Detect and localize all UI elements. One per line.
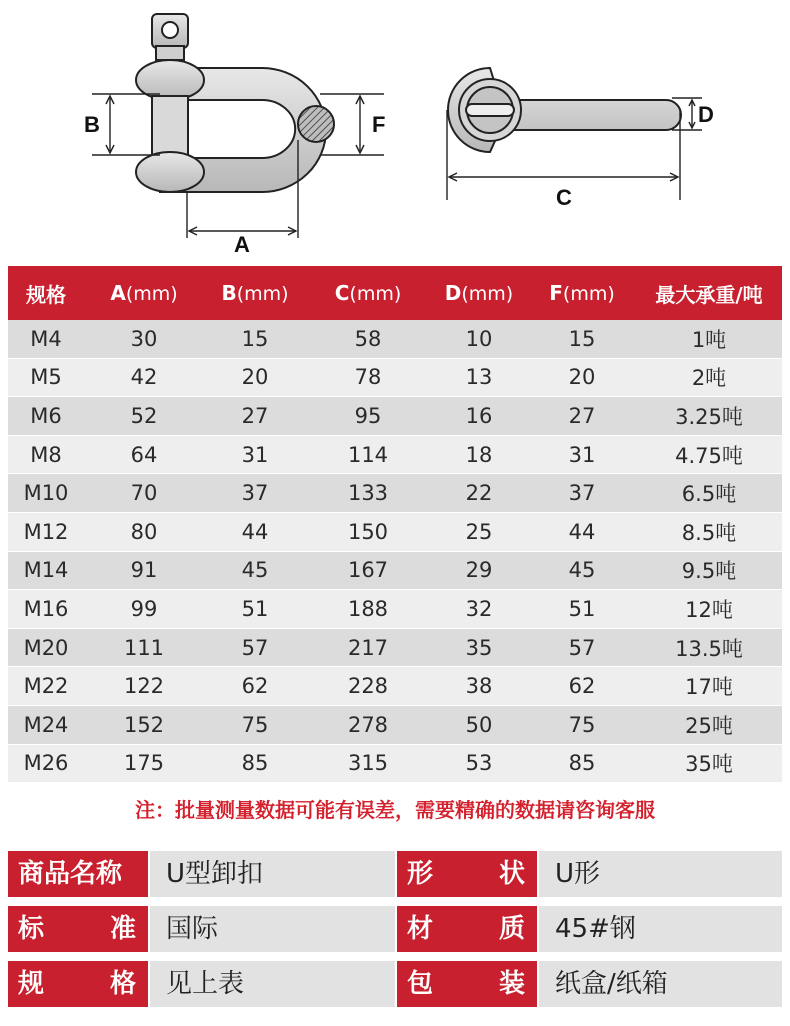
value-cell: 70 [84,474,204,513]
column-header: F(mm) [528,266,636,320]
spec-cell: M22 [8,667,84,706]
value-cell: 16 [430,397,528,436]
table-row [8,397,782,436]
spec-cell: M5 [8,358,84,397]
info-value: 见上表 [150,961,395,1007]
info-label-text: 格 [109,969,136,999]
info-label-text: 规 [18,969,45,999]
info-label [8,961,148,1007]
value-cell: 95 [306,397,430,436]
value-cell: 45 [204,551,306,590]
column-header: A(mm) [84,266,204,320]
table-row [8,358,782,397]
value-cell: 44 [204,512,306,551]
value-cell: 32 [430,590,528,629]
spec-cell: M12 [8,512,84,551]
value-cell: 167 [306,551,430,590]
value-cell: 62 [204,667,306,706]
value-cell: 2吨 [636,358,782,397]
info-value: 纸盒/纸箱 [539,961,782,1007]
info-label-text: 包 [407,969,434,999]
table-row [8,590,782,629]
value-cell: 31 [528,435,636,474]
spec-cell: M10 [8,474,84,513]
value-cell: 152 [84,705,204,744]
value-cell: 42 [84,358,204,397]
spec-cell: M26 [8,744,84,783]
value-cell: 27 [204,397,306,436]
info-label [8,906,148,952]
table-row [8,628,782,667]
value-cell: 27 [528,397,636,436]
info-label [8,851,148,897]
value-cell: 37 [528,474,636,513]
value-cell: 53 [430,744,528,783]
info-label-text: 形 [407,859,434,889]
value-cell: 217 [306,628,430,667]
column-header: 规格 [8,266,84,320]
value-cell: 31 [204,435,306,474]
value-cell: 13.5吨 [636,628,782,667]
spec-cell: M16 [8,590,84,629]
table-row [8,320,782,358]
table-row [8,705,782,744]
value-cell: 8.5吨 [636,512,782,551]
table-row [8,512,782,551]
value-cell: 111 [84,628,204,667]
info-row [8,851,782,897]
value-cell: 9.5吨 [636,551,782,590]
value-cell: 64 [84,435,204,474]
value-cell: 17吨 [636,667,782,706]
value-cell: 44 [528,512,636,551]
value-cell: 10 [430,320,528,358]
value-cell: 133 [306,474,430,513]
value-cell: 37 [204,474,306,513]
value-cell: 45 [528,551,636,590]
value-cell: 51 [528,590,636,629]
table-header-row [8,266,782,320]
value-cell: 50 [430,705,528,744]
value-cell: 30 [84,320,204,358]
table-row [8,551,782,590]
table-row [8,667,782,706]
info-label-text: 质 [498,914,525,944]
value-cell: 62 [528,667,636,706]
dimension-label-d: D [698,102,714,127]
value-cell: 75 [528,705,636,744]
info-label-text: 材 [407,914,434,944]
measurement-note: 注：批量测量数据可能有误差，需要精确的数据请咨询客服 [135,798,655,822]
value-cell: 175 [84,744,204,783]
value-cell: 75 [204,705,306,744]
value-cell: 99 [84,590,204,629]
column-header: B(mm) [204,266,306,320]
value-cell: 57 [204,628,306,667]
table-row [8,435,782,474]
info-value: 国际 [150,906,395,952]
value-cell: 85 [204,744,306,783]
value-cell: 4.75吨 [636,435,782,474]
value-cell: 57 [528,628,636,667]
value-cell: 85 [528,744,636,783]
value-cell: 80 [84,512,204,551]
value-cell: 51 [204,590,306,629]
info-label-text: 标 [18,914,45,944]
spec-cell: M6 [8,397,84,436]
info-row [8,906,782,952]
shackle-side-view [136,14,334,192]
value-cell: 13 [430,358,528,397]
value-cell: 18 [430,435,528,474]
value-cell: 228 [306,667,430,706]
value-cell: 15 [204,320,306,358]
column-header: D(mm) [430,266,528,320]
shackle-diagram [0,0,790,262]
column-header: C(mm) [306,266,430,320]
spec-cell: M4 [8,320,84,358]
column-header: 最大承重/吨 [636,266,782,320]
value-cell: 188 [306,590,430,629]
spec-table [8,266,782,783]
info-label-text: 商品名称 [18,859,123,889]
value-cell: 20 [528,358,636,397]
table-row [8,474,782,513]
value-cell: 12吨 [636,590,782,629]
info-row [8,961,782,1007]
dimension-label-c: C [556,185,572,210]
value-cell: 52 [84,397,204,436]
info-value: U型卸扣 [150,851,395,897]
spec-cell: M8 [8,435,84,474]
value-cell: 315 [306,744,430,783]
info-label-text: 状 [498,859,525,889]
value-cell: 20 [204,358,306,397]
value-cell: 35 [430,628,528,667]
info-label-text: 装 [498,969,525,999]
value-cell: 22 [430,474,528,513]
value-cell: 25 [430,512,528,551]
table-body [8,320,782,783]
value-cell: 15 [528,320,636,358]
dimension-label-b: B [84,112,100,137]
value-cell: 278 [306,705,430,744]
shackle-top-view [448,68,681,152]
spec-cell: M24 [8,705,84,744]
value-cell: 6.5吨 [636,474,782,513]
value-cell: 58 [306,320,430,358]
spec-cell: M20 [8,628,84,667]
dimension-label-a: A [234,232,250,257]
table-row [8,744,782,783]
value-cell: 29 [430,551,528,590]
value-cell: 38 [430,667,528,706]
value-cell: 114 [306,435,430,474]
info-value: 45#钢 [539,906,782,952]
value-cell: 91 [84,551,204,590]
value-cell: 25吨 [636,705,782,744]
value-cell: 3.25吨 [636,397,782,436]
value-cell: 78 [306,358,430,397]
info-label [397,961,537,1007]
spec-cell: M14 [8,551,84,590]
info-label [397,906,537,952]
value-cell: 122 [84,667,204,706]
value-cell: 1吨 [636,320,782,358]
info-value: U形 [539,851,782,897]
dimension-label-f: F [372,112,386,137]
info-label [397,851,537,897]
value-cell: 35吨 [636,744,782,783]
value-cell: 150 [306,512,430,551]
info-label-text: 准 [109,914,136,944]
